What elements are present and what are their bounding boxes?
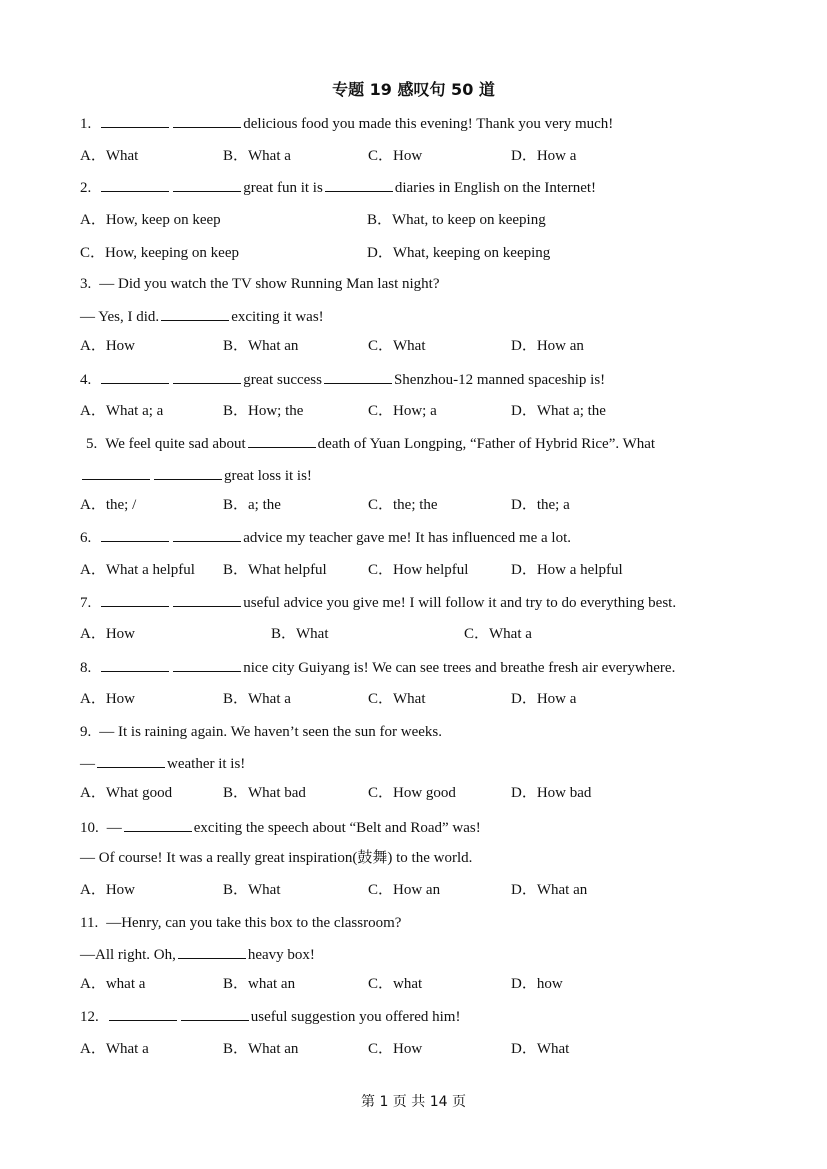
answer-option[interactable]: D．What a; the: [511, 403, 606, 419]
answer-option[interactable]: B．What an: [223, 1041, 299, 1057]
answer-blank[interactable]: [109, 1006, 177, 1021]
answer-option[interactable]: B．What bad: [223, 785, 306, 801]
answer-option[interactable]: C．How helpful: [368, 562, 469, 578]
question-text: useful suggestion you offered him!: [250, 1009, 461, 1025]
answer-option[interactable]: D．What: [511, 1041, 570, 1057]
question-number: 4.: [80, 372, 92, 388]
question-line: [80, 274, 440, 294]
answer-blank[interactable]: [181, 1006, 249, 1021]
question-text: great success: [243, 372, 322, 388]
question-text: exciting the speech about “Belt and Road” was!: [193, 820, 481, 836]
answer-option[interactable]: C．What: [368, 691, 426, 707]
question-line: [80, 465, 312, 486]
answer-option[interactable]: A．How: [80, 691, 135, 707]
answer-option[interactable]: A．How, keep on keep: [80, 212, 221, 228]
question-text: heavy box!: [247, 947, 315, 963]
answer-blank[interactable]: [324, 369, 392, 384]
answer-option[interactable]: B．What helpful: [223, 562, 327, 578]
answer-blank[interactable]: [101, 369, 169, 384]
answer-blank[interactable]: [101, 592, 169, 607]
answer-option[interactable]: D．What, keeping on keeping: [367, 245, 551, 261]
answer-blank[interactable]: [173, 177, 241, 192]
answer-option[interactable]: C．what: [368, 976, 423, 992]
question-line: [80, 817, 481, 838]
question-number: 3.: [80, 276, 92, 292]
question-line: [80, 848, 472, 868]
answer-option[interactable]: D．How a: [511, 691, 577, 707]
answer-option[interactable]: B．What: [223, 882, 281, 898]
question-line: [86, 433, 655, 454]
question-text: nice city Guiyang is! We can see trees and breathe fresh air everywhere.: [243, 660, 676, 676]
answer-option[interactable]: C．How, keeping on keep: [80, 245, 239, 261]
answer-blank[interactable]: [101, 177, 169, 192]
answer-option[interactable]: A．How: [80, 626, 135, 642]
answer-blank[interactable]: [161, 306, 229, 321]
answer-option[interactable]: B．What a: [223, 691, 291, 707]
answer-blank[interactable]: [97, 753, 165, 768]
answer-option[interactable]: D．How a: [511, 148, 577, 164]
answer-blank[interactable]: [173, 527, 241, 542]
question-text: diaries in English on the Internet!: [394, 180, 597, 196]
answer-option[interactable]: B．How; the: [223, 403, 304, 419]
answer-option[interactable]: A．What a helpful: [80, 562, 195, 578]
question-text: — Did you watch the TV show Running Man last night?: [99, 276, 440, 292]
question-number: 9.: [80, 724, 92, 740]
answer-option[interactable]: B．a; the: [223, 497, 281, 513]
question-text: Shenzhou-12 manned spaceship is!: [393, 372, 606, 388]
answer-blank[interactable]: [101, 527, 169, 542]
question-text: great loss it is!: [224, 468, 312, 484]
question-number: 12.: [80, 1009, 99, 1025]
question-line: [80, 944, 315, 965]
question-line: [80, 913, 401, 933]
answer-option[interactable]: C．How: [368, 148, 423, 164]
question-number: 10.: [80, 820, 99, 836]
question-line: [80, 657, 675, 678]
answer-option[interactable]: B．what an: [223, 976, 296, 992]
answer-option[interactable]: C．What: [368, 338, 426, 354]
question-number: 2.: [80, 180, 92, 196]
answer-option[interactable]: B．What, to keep on keeping: [367, 212, 546, 228]
page-title: 专题 19 感叹句 50 道: [332, 80, 495, 99]
answer-option[interactable]: A．the; /: [80, 497, 137, 513]
question-line: [80, 753, 245, 774]
answer-blank[interactable]: [124, 817, 192, 832]
question-line: [80, 306, 324, 327]
question-number: 6.: [80, 530, 92, 546]
answer-blank[interactable]: [154, 465, 222, 480]
question-text: — Of course! It was a really great inspiration(鼓舞) to the world.: [80, 850, 473, 866]
question-number: 7.: [80, 595, 92, 611]
answer-option[interactable]: C．How an: [368, 882, 441, 898]
question-line: [80, 369, 605, 390]
answer-option[interactable]: D．How a helpful: [511, 562, 623, 578]
question-line: [80, 113, 613, 134]
answer-option[interactable]: B．What an: [223, 338, 299, 354]
answer-option[interactable]: A．What: [80, 148, 139, 164]
answer-option[interactable]: A．What good: [80, 785, 173, 801]
answer-blank[interactable]: [173, 657, 241, 672]
answer-option[interactable]: B．What a: [223, 148, 291, 164]
question-text: great fun it is: [243, 180, 323, 196]
question-text: —: [80, 756, 95, 772]
answer-blank[interactable]: [248, 433, 316, 448]
question-number: 8.: [80, 660, 92, 676]
answer-option[interactable]: D．What an: [511, 882, 588, 898]
answer-option[interactable]: B．What: [271, 626, 329, 642]
answer-option[interactable]: C．How good: [368, 785, 456, 801]
answer-option[interactable]: A．What a; a: [80, 403, 164, 419]
answer-option[interactable]: D．How an: [511, 338, 584, 354]
answer-blank[interactable]: [173, 369, 241, 384]
question-text: death of Yuan Longping, “Father of Hybrid Rice”. What: [317, 436, 656, 452]
question-text: delicious food you made this evening! Thank you very much!: [243, 116, 614, 132]
answer-option[interactable]: C．How: [368, 1041, 423, 1057]
question-line: [80, 722, 442, 742]
answer-option[interactable]: D．how: [511, 976, 563, 992]
answer-blank[interactable]: [325, 177, 393, 192]
question-text: —All right. Oh,: [80, 947, 176, 963]
answer-blank[interactable]: [101, 113, 169, 128]
question-text: —: [106, 820, 122, 836]
answer-option[interactable]: C．What a: [464, 626, 532, 642]
answer-blank[interactable]: [173, 113, 241, 128]
page-footer: 第 1 页 共 14 页: [361, 1094, 466, 1110]
question-number: 1.: [80, 116, 92, 132]
answer-blank[interactable]: [173, 592, 241, 607]
answer-option[interactable]: A．What a: [80, 1041, 149, 1057]
answer-option[interactable]: C．How; a: [368, 403, 437, 419]
answer-option[interactable]: C．the; the: [368, 497, 438, 513]
answer-blank[interactable]: [178, 944, 246, 959]
answer-option[interactable]: D．How bad: [511, 785, 592, 801]
question-line: [80, 1006, 460, 1027]
answer-option[interactable]: A．How: [80, 882, 135, 898]
answer-blank[interactable]: [101, 657, 169, 672]
question-line: [80, 527, 571, 548]
question-text: useful advice you give me! I will follow it and try to do everything best.: [243, 595, 677, 611]
question-text: —Henry, can you take this box to the classroom?: [106, 915, 402, 931]
answer-option[interactable]: A．How: [80, 338, 135, 354]
answer-option[interactable]: D．the; a: [511, 497, 570, 513]
question-line: [80, 592, 676, 613]
answer-blank[interactable]: [82, 465, 150, 480]
question-text: exciting it was!: [231, 309, 324, 325]
question-text: — It is raining again. We haven’t seen the sun for weeks.: [99, 724, 442, 740]
question-text: advice my teacher gave me! It has influenced me a lot.: [243, 530, 572, 546]
question-number: 5.: [86, 436, 98, 452]
question-text: We feel quite sad about: [105, 436, 246, 452]
question-number: 11.: [80, 915, 99, 931]
question-line: [80, 177, 596, 198]
question-text: weather it is!: [167, 756, 246, 772]
answer-option[interactable]: A．what a: [80, 976, 146, 992]
question-text: — Yes, I did.: [80, 309, 160, 325]
